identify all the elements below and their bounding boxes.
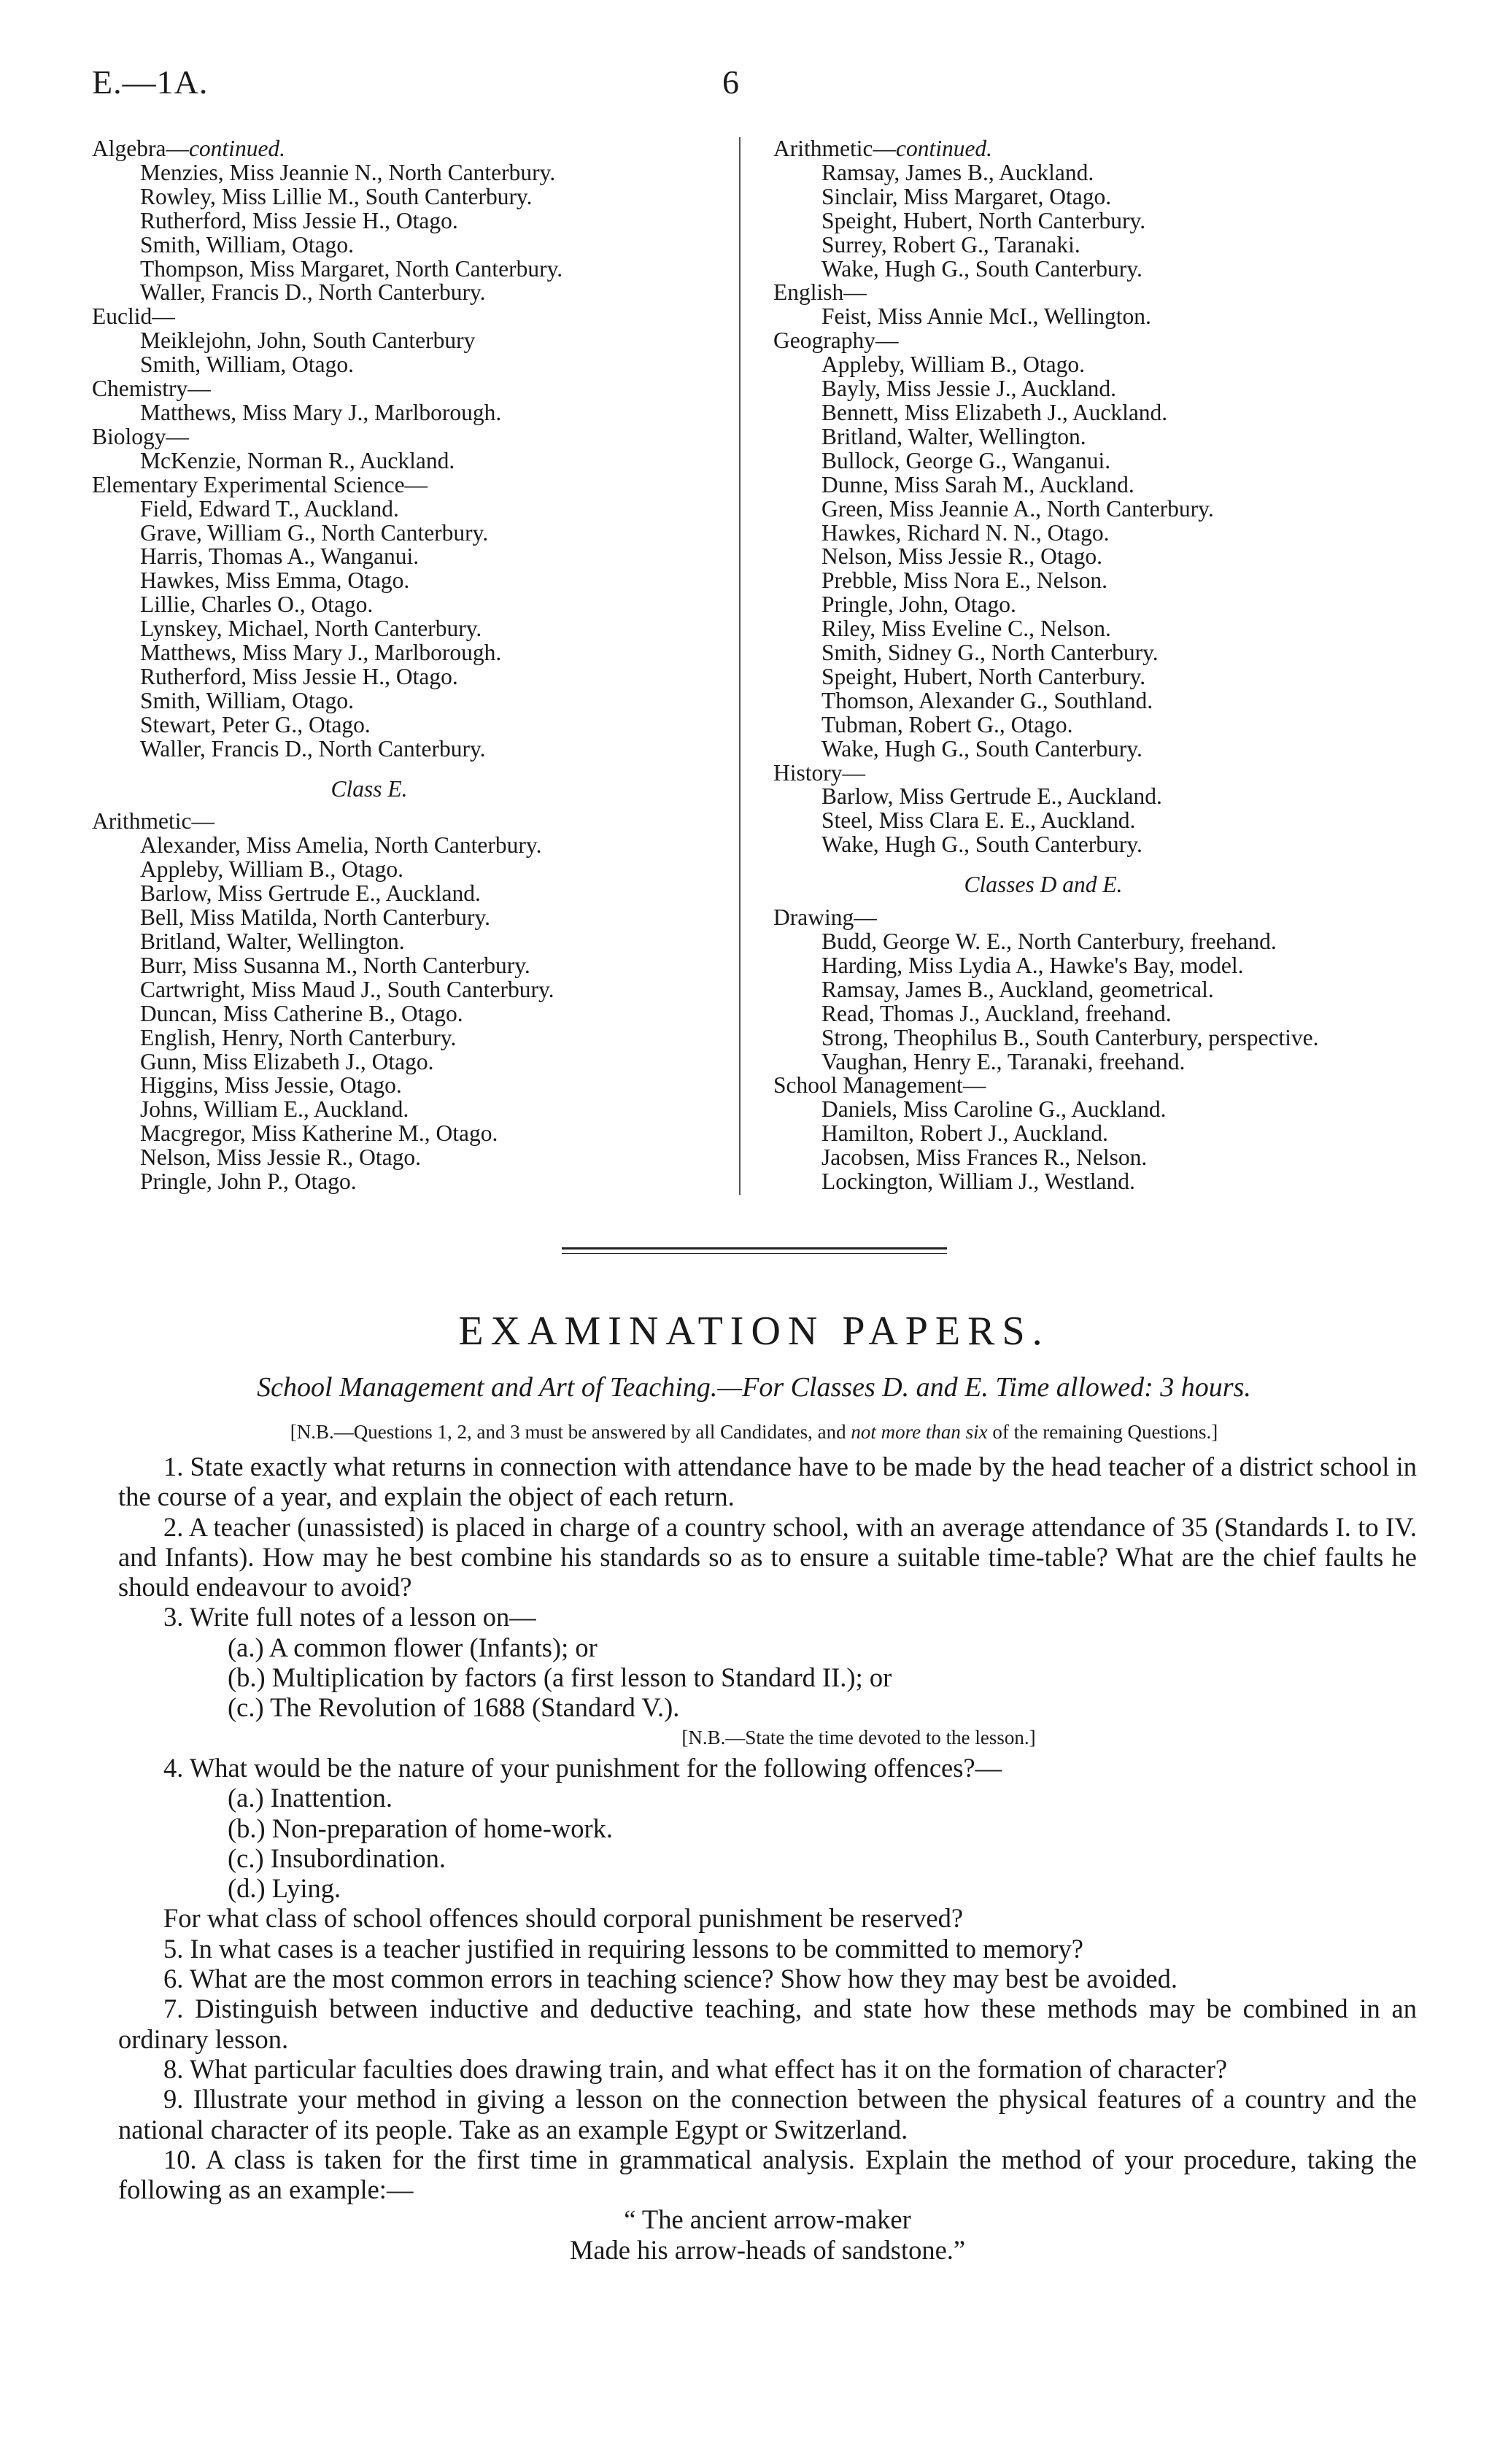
candidate-entry xyxy=(92,161,734,185)
candidate-entry xyxy=(92,1050,734,1074)
line-text: English— xyxy=(773,279,867,306)
candidate-entry xyxy=(773,401,1430,425)
candidate-entry xyxy=(92,689,734,713)
line-text: Budd, George W. E., North Canterbury, freehand. xyxy=(821,929,1277,954)
line-text: Duncan, Miss Catherine B., Otago. xyxy=(140,1000,463,1026)
candidate-entry xyxy=(92,519,734,546)
line-text: Drawing— xyxy=(773,904,877,931)
line-text: Hawkes, Miss Emma, Otago. xyxy=(140,567,410,594)
candidate-entry xyxy=(92,497,734,522)
line-text: Nelson, Miss Jessie R., Otago. xyxy=(140,1144,421,1171)
line-text: Johns, William E., Auckland. xyxy=(140,1096,409,1123)
line-text: Class E. xyxy=(330,775,408,802)
line-text: Britland, Walter, Wellington. xyxy=(821,423,1086,449)
candidate-entry xyxy=(92,1098,734,1122)
subject-heading xyxy=(773,1074,1430,1098)
line-text: Elementary Experimental Science— xyxy=(92,471,428,497)
line-text: Riley, Miss Eveline C., Nelson. xyxy=(821,616,1111,642)
line-text: Strong, Theophilus B., South Canterbury, perspective. xyxy=(821,1024,1319,1050)
candidate-entry xyxy=(773,473,1430,497)
line-text: Geography— xyxy=(773,328,899,354)
candidate-lists xyxy=(0,137,1508,1209)
candidate-entry xyxy=(92,401,734,425)
line-text: Rutherford, Miss Jessie H., Otago. xyxy=(140,663,458,689)
question: 4. What would be the nature of your punishment for the following offences?— xyxy=(163,1752,1002,1783)
candidate-entry xyxy=(773,161,1430,185)
candidate-entry xyxy=(92,593,734,617)
quoted-verse: Made his arrow-heads of sandstone.” xyxy=(569,2234,966,2265)
line-text: Green, Miss Jeannie A., North Canterbury. xyxy=(821,495,1214,522)
candidate-entry xyxy=(92,1122,734,1146)
line-text: Bell, Miss Matilda, North Canterbury. xyxy=(140,904,491,931)
candidate-entry xyxy=(773,185,1430,209)
sub-question: (a.) Inattention. xyxy=(228,1783,393,1813)
line-text: Higgins, Miss Jessie, Otago. xyxy=(140,1072,402,1099)
subject-heading xyxy=(92,473,734,497)
candidate-entry xyxy=(773,305,1430,329)
candidate-entry xyxy=(773,833,1430,857)
candidate-entry xyxy=(773,209,1430,233)
line-text: Read, Thomas J., Auckland, freehand. xyxy=(821,1000,1172,1026)
line-text: Hamilton, Robert J., Auckland. xyxy=(821,1120,1108,1147)
candidate-entry xyxy=(92,906,734,930)
line-text: Harris, Thomas A., Wanganui. xyxy=(140,543,419,570)
line-text: Euclid— xyxy=(92,303,175,330)
candidate-entry xyxy=(92,617,734,641)
line-text: McKenzie, Norman R., Auckland. xyxy=(140,447,455,473)
subject-heading xyxy=(773,329,1430,353)
candidate-entry xyxy=(92,257,734,282)
subject-heading xyxy=(92,137,734,161)
candidate-entry xyxy=(92,185,734,209)
candidate-entry xyxy=(773,569,1430,593)
line-text: Steel, Miss Clara E. E., Auckland. xyxy=(821,807,1136,834)
line-text: Hawkes, Richard N. N., Otago. xyxy=(821,519,1110,546)
candidate-entry xyxy=(92,1002,734,1026)
candidate-entry xyxy=(773,1122,1430,1146)
candidate-entry xyxy=(92,1170,734,1194)
question-note: [N.B.—State the time devoted to the lesson.] xyxy=(681,1726,1036,1748)
line-text: Wake, Hugh G., South Canterbury. xyxy=(821,735,1142,762)
candidate-entry xyxy=(92,1146,734,1170)
line-text: Prebble, Miss Nora E., Nelson. xyxy=(821,567,1107,594)
candidate-entry xyxy=(773,519,1430,546)
line-text: Thompson, Miss Margaret, North Canterbury. xyxy=(140,255,563,282)
candidate-entry xyxy=(92,569,734,593)
candidate-entry xyxy=(773,1002,1430,1026)
line-text: Dunne, Miss Sarah M., Auckland. xyxy=(821,471,1134,497)
candidate-entry xyxy=(92,665,734,689)
line-text: Speight, Hubert, North Canterbury. xyxy=(821,663,1146,689)
page-number: 6 xyxy=(722,63,739,101)
line-text: Arithmetic— xyxy=(92,808,214,834)
line-text: Smith, William, Otago. xyxy=(140,687,355,713)
left-column xyxy=(92,137,734,1194)
line-text: Pringle, John P., Otago. xyxy=(140,1169,357,1195)
line-text: Smith, William, Otago. xyxy=(140,231,355,257)
sub-question: (b.) Multiplication by factors (a first lesson to Standard II.); or xyxy=(228,1662,892,1693)
candidate-entry xyxy=(773,737,1430,762)
candidate-entry xyxy=(773,593,1430,617)
line-text: Burr, Miss Susanna M., North Canterbury. xyxy=(140,952,530,978)
subject-heading xyxy=(773,759,1430,786)
line-text: Feist, Miss Annie McI., Wellington. xyxy=(821,303,1151,330)
line-text: Algebra— xyxy=(92,136,189,161)
candidate-entry xyxy=(773,641,1430,665)
nb-emphasis: not more than six xyxy=(851,1421,988,1443)
question: 7. Distinguish between inductive and deductive teaching, and state how these methods may be combined in an ordinary lesson. xyxy=(118,1994,1417,2054)
line-text: Matthews, Miss Mary J., Marlborough. xyxy=(140,640,502,666)
line-text: English, Henry, North Canterbury. xyxy=(140,1024,457,1050)
line-text: Alexander, Miss Amelia, North Canterbury. xyxy=(140,832,542,859)
line-text: Arithmetic— xyxy=(773,136,896,161)
line-text: Speight, Hubert, North Canterbury. xyxy=(821,207,1146,233)
continued-label: continued. xyxy=(895,136,993,161)
candidate-entry xyxy=(773,353,1430,377)
line-text: Macgregor, Miss Katherine M., Otago. xyxy=(140,1120,498,1147)
sub-question: (d.) Lying. xyxy=(228,1873,341,1904)
candidate-entry xyxy=(92,449,734,473)
line-text: History— xyxy=(773,759,865,786)
continued-label: continued. xyxy=(188,136,286,161)
section-rule-thin xyxy=(562,1253,947,1254)
candidate-entry xyxy=(773,1026,1430,1050)
line-text: Smith, Sidney G., North Canterbury. xyxy=(821,640,1159,666)
line-text: Harding, Miss Lydia A., Hawke's Bay, model. xyxy=(821,952,1244,978)
candidate-entry xyxy=(773,785,1430,809)
quoted-verse: “ The ancient arrow-maker xyxy=(624,2204,911,2235)
line-text: Menzies, Miss Jeannie N., North Canterbury. xyxy=(140,159,556,185)
candidate-entry xyxy=(773,233,1430,257)
section-rule xyxy=(562,1247,947,1250)
candidate-entry xyxy=(773,425,1430,449)
line-text: Thomson, Alexander G., Southland. xyxy=(821,687,1153,713)
line-text: Waller, Francis D., North Canterbury. xyxy=(140,279,486,306)
candidate-entry xyxy=(773,930,1430,954)
candidate-entry xyxy=(773,617,1430,641)
sub-question: (a.) A common flower (Infants); or xyxy=(228,1632,598,1662)
section-title: EXAMINATION PAPERS. xyxy=(458,1309,1050,1354)
line-text: Gunn, Miss Elizabeth J., Otago. xyxy=(140,1048,434,1074)
nb-before: [N.B.—Questions 1, 2, and 3 must be answered by all Candidates, and xyxy=(290,1421,851,1443)
page-header-code: E.—1A. xyxy=(92,63,209,101)
candidate-entry xyxy=(773,1170,1430,1194)
candidate-entry xyxy=(773,1050,1430,1074)
nb-after: of the remaining Questions.] xyxy=(987,1421,1218,1443)
subject-heading xyxy=(92,425,734,449)
candidate-entry xyxy=(773,545,1430,569)
instructions-note xyxy=(0,1421,1508,1444)
candidate-entry xyxy=(92,641,734,665)
line-text: Wake, Hugh G., South Canterbury. xyxy=(821,832,1142,858)
candidate-entry xyxy=(92,329,734,353)
line-text: Lynskey, Michael, North Canterbury. xyxy=(140,616,482,642)
candidate-entry xyxy=(773,497,1430,522)
question: 8. What particular faculties does drawing train, and what effect has it on the formation of character? xyxy=(163,2053,1228,2084)
line-text: Grave, William G., North Canterbury. xyxy=(140,519,489,546)
line-text: Ramsay, James B., Auckland, geometrical. xyxy=(821,976,1214,1002)
line-text: Meiklejohn, John, South Canterbury xyxy=(140,328,476,354)
candidate-entry xyxy=(92,858,734,882)
line-text: Britland, Walter, Wellington. xyxy=(140,929,405,954)
line-text: Nelson, Miss Jessie R., Otago. xyxy=(821,543,1102,570)
question: 6. What are the most common errors in teaching science? Show how they may best be avoided. xyxy=(163,1964,1178,1994)
line-text: Waller, Francis D., North Canterbury. xyxy=(140,735,486,762)
question: 2. A teacher (unassisted) is placed in charge of a country school, with an average attendance of 35 (Standards I. to IV. and Infants). How may he best combine his standards so as to ensure a suitable time-table? What are the chief faults he should endeavour to avoid? xyxy=(118,1511,1417,1603)
question: 9. Illustrate your method in giving a lesson on the connection between the physical features of a country and the national character of its people. Take as an example Egypt or Switzerland. xyxy=(118,2084,1417,2145)
candidate-entry xyxy=(92,930,734,954)
line-text: Classes D and E. xyxy=(964,872,1123,898)
candidate-entry xyxy=(773,449,1430,473)
line-text: Tubman, Robert G., Otago. xyxy=(821,711,1073,737)
candidate-entry xyxy=(92,1074,734,1098)
line-text: Smith, William, Otago. xyxy=(140,352,355,378)
paper-subtitle: School Management and Art of Teaching.—For Classes D. and E. Time allowed: 3 hours. xyxy=(257,1372,1251,1403)
subject-heading xyxy=(92,305,734,329)
candidate-entry xyxy=(773,1146,1430,1170)
line-text: Pringle, John, Otago. xyxy=(821,592,1016,618)
line-text: Ramsay, James B., Auckland. xyxy=(821,159,1094,185)
sub-question: (b.) Non-preparation of home-work. xyxy=(228,1813,614,1843)
candidate-entry xyxy=(92,209,734,233)
candidate-entry xyxy=(773,377,1430,401)
line-text: Field, Edward T., Auckland. xyxy=(140,495,399,522)
line-text: School Management— xyxy=(773,1072,986,1099)
line-text: Wake, Hugh G., South Canterbury. xyxy=(821,255,1142,282)
question: 10. A class is taken for the first time in grammatical analysis. Explain the method of your procedure, taking the following as an example:— xyxy=(118,2144,1417,2205)
candidate-entry xyxy=(92,737,734,762)
question: 3. Write full notes of a lesson on— xyxy=(163,1602,536,1632)
line-text: Appleby, William B., Otago. xyxy=(140,856,403,883)
candidate-entry xyxy=(92,1026,734,1050)
candidate-entry xyxy=(92,834,734,858)
line-text: Bennett, Miss Elizabeth J., Auckland. xyxy=(821,399,1168,425)
candidate-entry xyxy=(92,353,734,377)
candidate-entry xyxy=(773,954,1430,978)
question-list xyxy=(118,1452,1417,2265)
candidate-entry xyxy=(92,882,734,906)
candidate-entry xyxy=(92,978,734,1002)
candidate-entry xyxy=(773,1098,1430,1122)
line-text: Bayly, Miss Jessie J., Auckland. xyxy=(821,376,1116,402)
subject-heading xyxy=(773,281,1430,305)
line-text: Chemistry— xyxy=(92,376,211,402)
sub-question: (c.) The Revolution of 1688 (Standard V.). xyxy=(228,1692,680,1723)
question-text: For what class of school offences should corporal punishment be reserved? xyxy=(163,1903,964,1934)
subject-heading xyxy=(92,810,734,834)
candidate-entry xyxy=(92,233,734,257)
question: 5. In what cases is a teacher justified in requiring lessons to be committed to memory? xyxy=(163,1933,1083,1964)
line-text: Appleby, William B., Otago. xyxy=(821,352,1085,378)
line-text: Bullock, George G., Wanganui. xyxy=(821,447,1111,473)
candidate-entry xyxy=(92,545,734,569)
line-text: Vaughan, Henry E., Taranaki, freehand. xyxy=(821,1048,1186,1074)
line-text: Cartwright, Miss Maud J., South Canterbury. xyxy=(140,976,554,1002)
subject-heading xyxy=(773,906,1430,930)
line-text: Rutherford, Miss Jessie H., Otago. xyxy=(140,207,458,233)
candidate-entry xyxy=(773,665,1430,689)
subject-heading xyxy=(773,137,1430,161)
line-text: Matthews, Miss Mary J., Marlborough. xyxy=(140,399,502,425)
line-text: Biology— xyxy=(92,423,190,449)
candidate-entry xyxy=(92,281,734,305)
candidate-entry xyxy=(92,713,734,737)
line-text: Daniels, Miss Caroline G., Auckland. xyxy=(821,1096,1167,1123)
line-text: Jacobsen, Miss Frances R., Nelson. xyxy=(821,1144,1148,1171)
right-column xyxy=(773,137,1430,1194)
class-heading xyxy=(773,873,1430,897)
candidate-entry xyxy=(773,713,1430,737)
line-text: Rowley, Miss Lillie M., South Canterbury. xyxy=(140,183,533,209)
question: 1. State exactly what returns in connection with attendance have to be made by the head teacher of a district school in the course of a year, and explain the object of each return. xyxy=(118,1452,1417,1512)
candidate-entry xyxy=(773,257,1430,282)
class-heading xyxy=(92,775,734,802)
candidate-entry xyxy=(773,689,1430,713)
column-divider xyxy=(739,137,741,1195)
line-text: Lillie, Charles O., Otago. xyxy=(140,592,374,618)
line-text: Barlow, Miss Gertrude E., Auckland. xyxy=(140,880,481,907)
candidate-entry xyxy=(773,809,1430,833)
line-text: Lockington, William J., Westland. xyxy=(821,1169,1135,1195)
line-text: Stewart, Peter G., Otago. xyxy=(140,711,371,737)
candidate-entry xyxy=(92,954,734,978)
candidate-entry xyxy=(773,978,1430,1002)
line-text: Barlow, Miss Gertrude E., Auckland. xyxy=(821,783,1162,810)
line-text: Surrey, Robert G., Taranaki. xyxy=(821,231,1080,257)
subject-heading xyxy=(92,377,734,401)
sub-question: (c.) Insubordination. xyxy=(228,1843,446,1873)
line-text: Sinclair, Miss Margaret, Otago. xyxy=(821,183,1112,209)
